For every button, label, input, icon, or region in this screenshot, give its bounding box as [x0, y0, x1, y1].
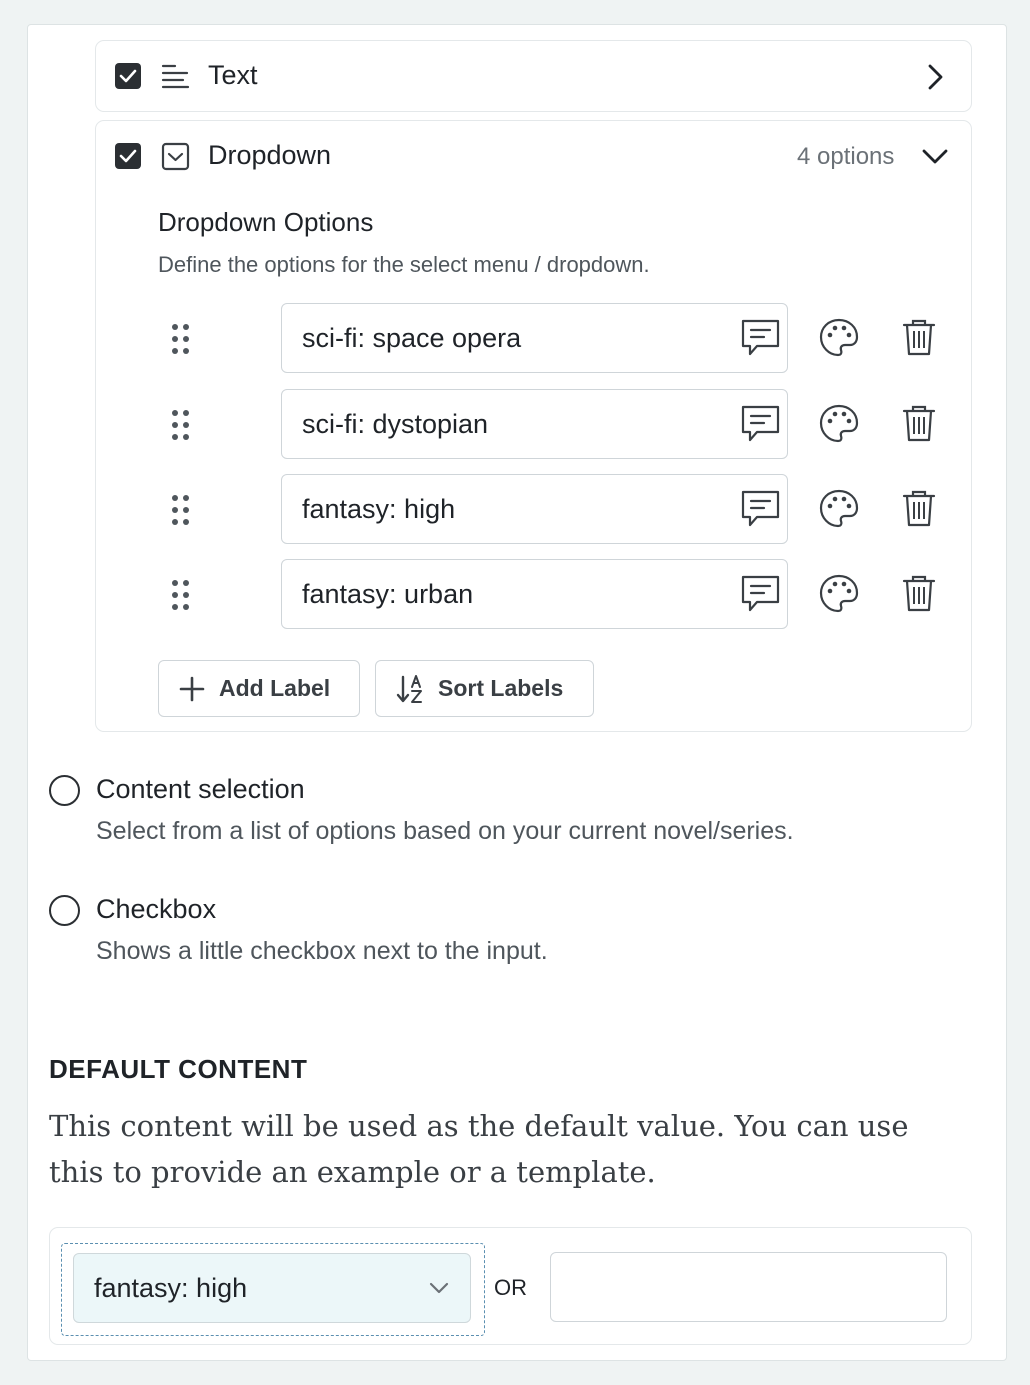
- default-content-panel: [49, 1227, 972, 1345]
- option-row: [96, 303, 973, 375]
- text-field-row[interactable]: [95, 40, 972, 112]
- content-selection-radio[interactable]: [49, 775, 80, 806]
- trash-icon[interactable]: [901, 488, 937, 528]
- palette-icon[interactable]: [818, 403, 860, 445]
- palette-icon[interactable]: [818, 488, 860, 530]
- plus-icon: [179, 676, 205, 702]
- option-row: [96, 474, 973, 546]
- palette-icon[interactable]: [818, 317, 860, 359]
- palette-icon[interactable]: [818, 573, 860, 615]
- default-content-heading: DEFAULT CONTENT: [49, 1054, 308, 1084]
- sort-az-icon: [396, 674, 424, 704]
- sort-labels-button[interactable]: [375, 660, 594, 717]
- content-selection-title: Content selection: [96, 774, 305, 804]
- drag-handle-icon[interactable]: [170, 408, 192, 442]
- checkbox-description: Shows a little checkbox next to the input.: [96, 937, 548, 965]
- text-field-label: Text: [208, 60, 258, 90]
- dropdown-field-checkbox[interactable]: [115, 143, 141, 169]
- chevron-right-icon[interactable]: [924, 63, 946, 91]
- option-value-input[interactable]: [281, 559, 788, 629]
- default-select[interactable]: [73, 1253, 471, 1323]
- checkbox-title: Checkbox: [96, 894, 217, 924]
- text-lines-icon: [161, 63, 191, 91]
- default-content-description: This content will be used as the default value. You can use this to provide an example or a template.: [49, 1109, 909, 1189]
- chevron-down-icon[interactable]: [921, 146, 949, 166]
- comment-icon[interactable]: [740, 488, 782, 530]
- default-text-input[interactable]: [550, 1252, 947, 1322]
- option-value-input[interactable]: [281, 474, 788, 544]
- text-field-checkbox[interactable]: [115, 63, 141, 89]
- dropdown-icon: [161, 142, 191, 172]
- trash-icon[interactable]: [901, 573, 937, 613]
- field-settings-card: [27, 24, 1007, 1361]
- dropdown-options-description: Define the options for the select menu / dropdown.: [158, 252, 650, 277]
- drag-handle-icon[interactable]: [170, 493, 192, 527]
- option-value-input[interactable]: [281, 303, 788, 373]
- comment-icon[interactable]: [740, 403, 782, 445]
- content-selection-description: Select from a list of options based on your current novel/series.: [96, 817, 794, 845]
- dropdown-field-panel: [95, 120, 972, 732]
- dropdown-options-title: Dropdown Options: [158, 207, 374, 237]
- default-select-wrapper: [61, 1243, 485, 1336]
- option-value-input[interactable]: [281, 389, 788, 459]
- default-select-value: fantasy: high: [94, 1273, 248, 1303]
- trash-icon[interactable]: [901, 317, 937, 357]
- comment-icon[interactable]: [740, 573, 782, 615]
- chevron-down-icon: [428, 1280, 450, 1296]
- checkbox-radio[interactable]: [49, 895, 80, 926]
- comment-icon[interactable]: [740, 317, 782, 359]
- drag-handle-icon[interactable]: [170, 578, 192, 612]
- trash-icon[interactable]: [901, 403, 937, 443]
- dropdown-field-label: Dropdown: [208, 140, 332, 170]
- add-label-button[interactable]: [158, 660, 360, 717]
- sort-labels-text: Sort Labels: [438, 675, 564, 701]
- drag-handle-icon[interactable]: [170, 322, 192, 356]
- option-row: [96, 389, 973, 461]
- option-row: [96, 559, 973, 631]
- add-label-text: Add Label: [219, 675, 331, 701]
- options-count: 4 options: [797, 143, 895, 170]
- or-label: OR: [494, 1275, 527, 1300]
